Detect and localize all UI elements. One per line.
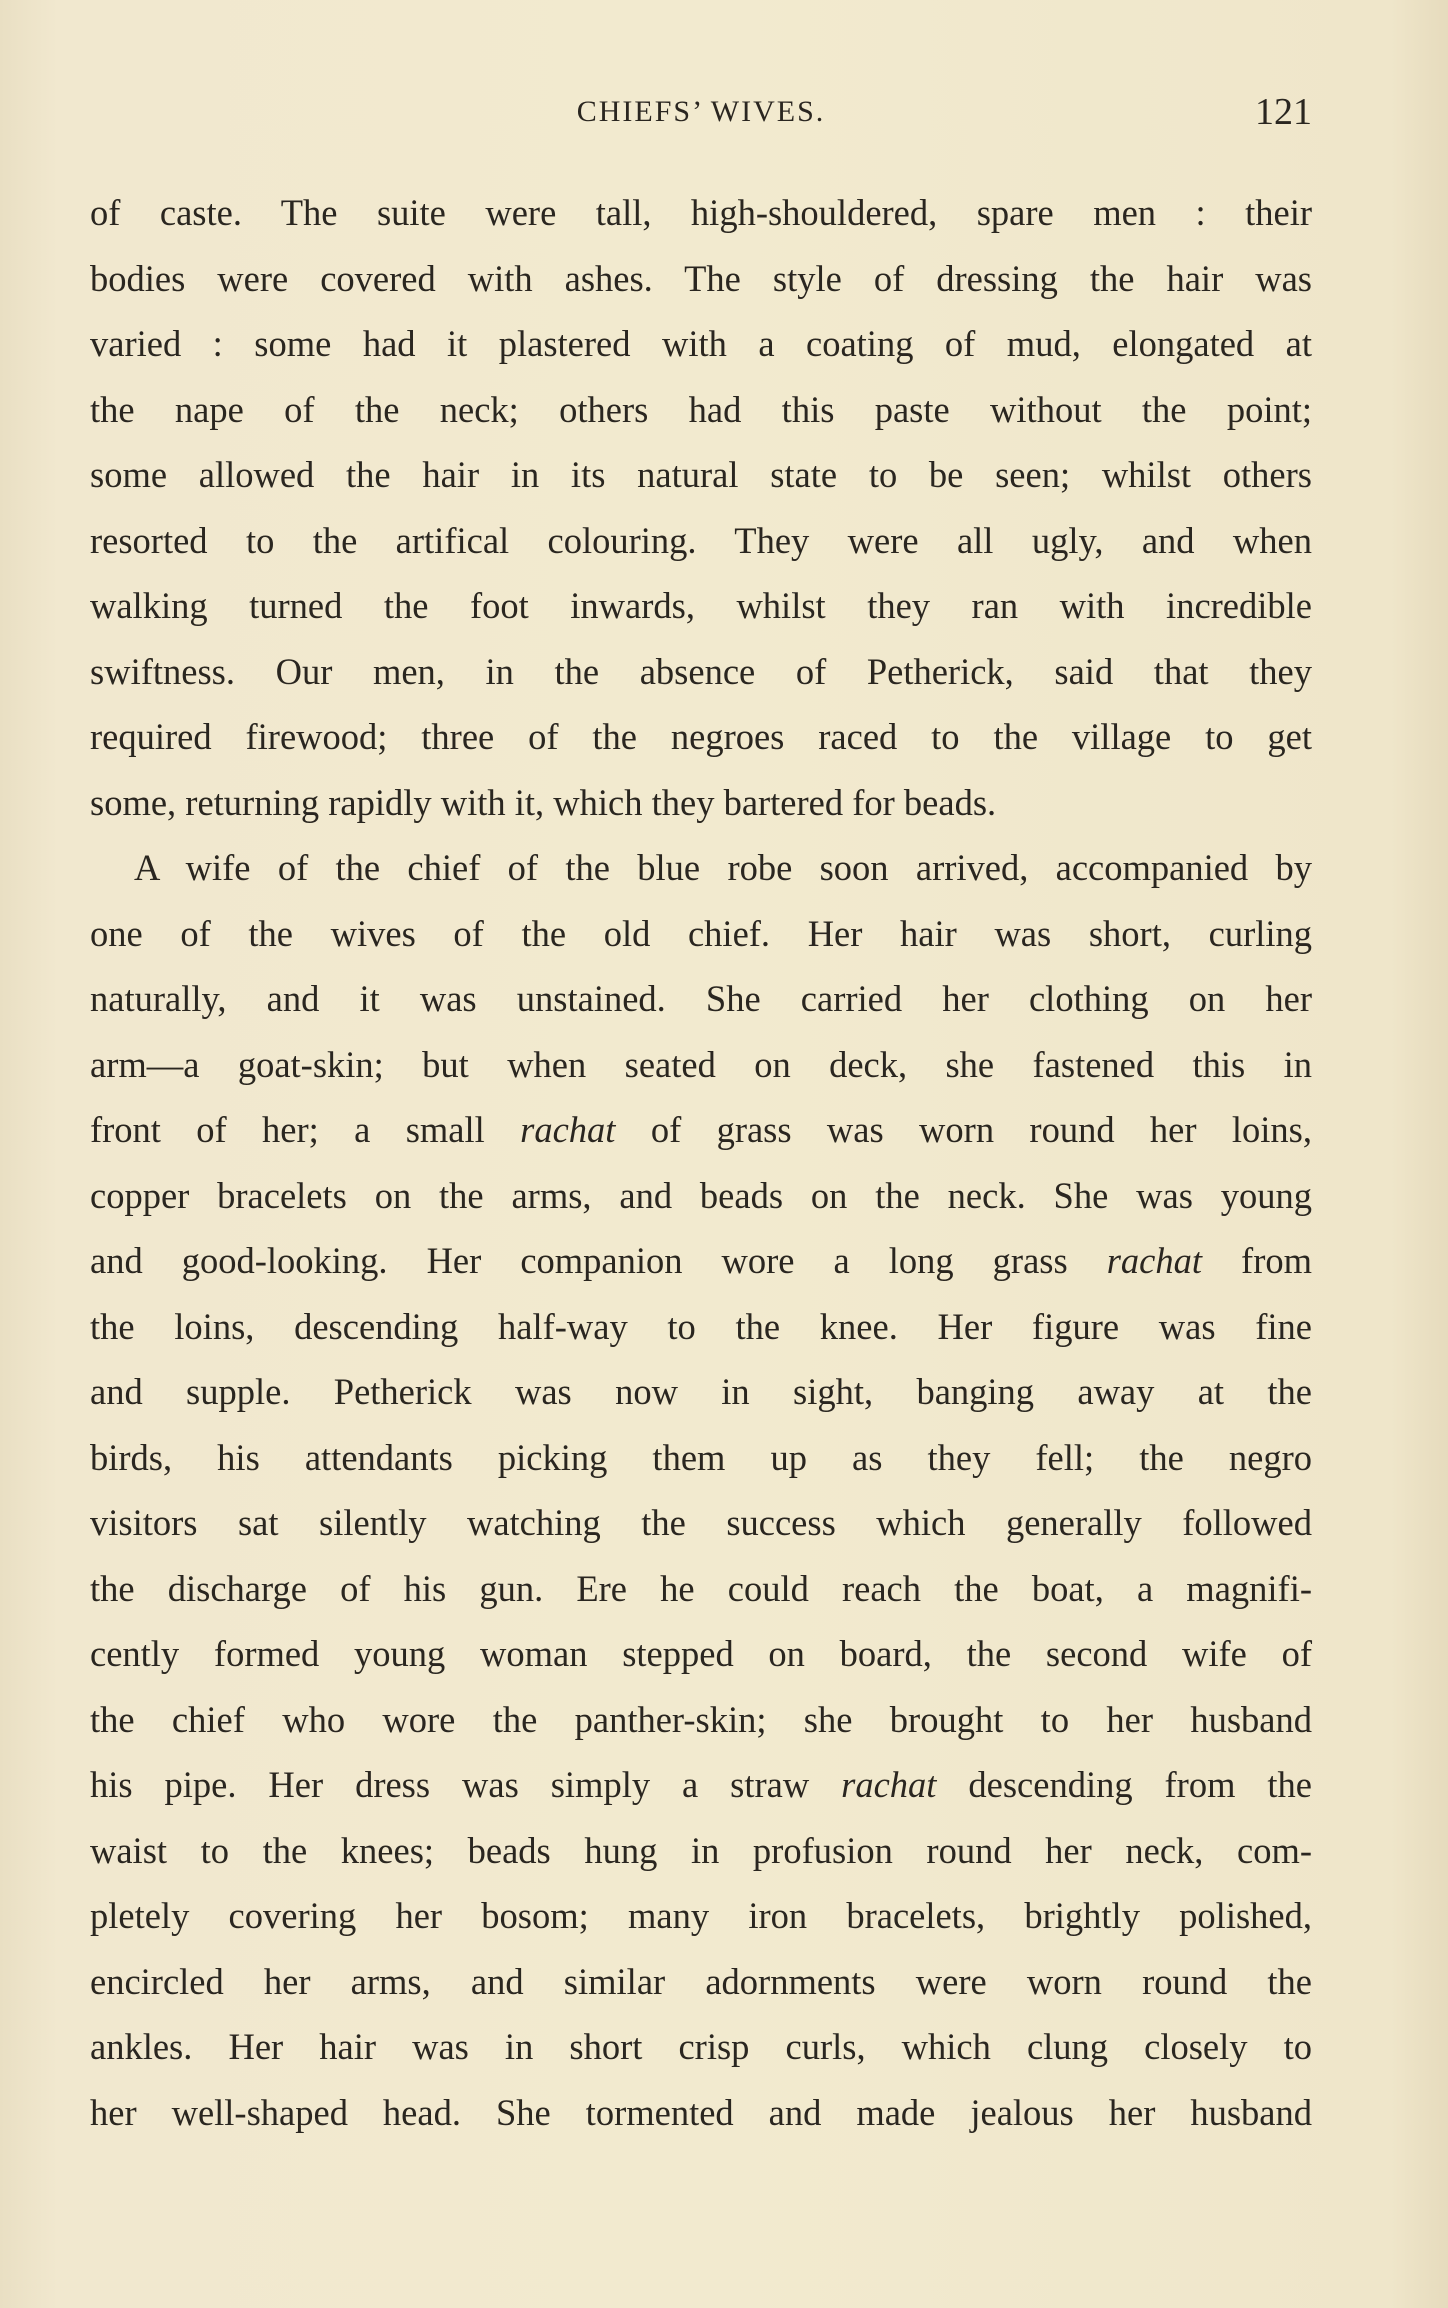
text-line: and supple. Petherick was now in sight, banging away at the — [90, 1371, 1312, 1412]
text-line: required firewood; three of the negroes raced to the village to get — [90, 716, 1312, 757]
text-line: swiftness. Our men, in the absence of Petherick, said that they — [90, 650, 1312, 692]
text-line: some allowed the hair in its natural state to be seen; whilst others — [90, 454, 1312, 495]
text-line: resorted to the artifical colouring. They were all ugly, and when — [90, 519, 1312, 561]
text-line: pletely covering her bosom; many iron bracelets, brightly polished, — [90, 1895, 1312, 1936]
text-line: some, returning rapidly with it, which they bartered for beads. — [90, 781, 997, 823]
text-line: waist to the knees; beads hung in profusion round her neck, com- — [90, 1829, 1312, 1871]
text-line: the discharge of his gun. Ere he could reach the boat, a magnifi- — [90, 1567, 1312, 1609]
text-line: A wife of the chief of the blue robe soon arrived, accompanied by — [134, 847, 1312, 888]
text-line: varied : some had it plastered with a coating of mud, elongated at — [90, 323, 1312, 364]
text-line-with-italic — [90, 1228, 1312, 1294]
text-line: encircled her arms, and similar adornments were worn round the — [90, 1960, 1312, 2002]
text-line: the loins, descending half-way to the knee. Her figure was fine — [90, 1305, 1312, 1347]
text-line: the nape of the neck; others had this paste without the point; — [90, 388, 1312, 430]
line-end: descending from the — [968, 1764, 1312, 1805]
line-start: and good-looking. Her companion wore a long grass — [90, 1240, 1068, 1281]
text-line: copper bracelets on the arms, and beads on the neck. She was young — [90, 1174, 1312, 1216]
paragraph-2 — [90, 835, 1312, 2145]
italic-term: rachat — [1106, 1240, 1203, 1281]
italic-term: rachat — [841, 1764, 937, 1805]
text-line: bodies were covered with ashes. The style of dressing the hair was — [90, 257, 1312, 299]
text-line: arm—a goat-skin; but when seated on deck, she fastened this in — [90, 1043, 1312, 1085]
line-end: of grass was worn round her loins, — [650, 1109, 1312, 1150]
paragraph-1 — [90, 180, 1312, 835]
text-line: the chief who wore the panther-skin; she brought to her husband — [90, 1698, 1312, 1740]
running-head — [90, 92, 1312, 132]
running-title: CHIEFS’ WIVES. — [576, 95, 826, 128]
text-line: visitors sat silently watching the success which generally followed — [90, 1502, 1312, 1543]
text-line: naturally, and it was unstained. She carried her clothing on her — [90, 978, 1312, 1019]
line-start: his pipe. Her dress was simply a straw — [90, 1764, 810, 1805]
text-line-with-italic — [90, 1097, 1312, 1163]
italic-term: rachat — [520, 1109, 616, 1150]
line-start: front of her; a small — [90, 1109, 485, 1150]
page-number: 121 — [1255, 91, 1312, 133]
line-end: from — [1241, 1240, 1312, 1281]
text-line: walking turned the foot inwards, whilst they ran with incredible — [90, 585, 1312, 626]
text-line: her well-shaped head. She tormented and made jealous her husband — [90, 2091, 1312, 2133]
text-line: ankles. Her hair was in short crisp curls, which clung closely to — [90, 2026, 1312, 2067]
text-line-with-italic — [90, 1752, 1312, 1818]
text-line: of caste. The suite were tall, high-shouldered, spare men : their — [90, 192, 1312, 233]
text-line: birds, his attendants picking them up as they fell; the negro — [90, 1436, 1312, 1478]
text-line: one of the wives of the old chief. Her hair was short, curling — [90, 912, 1312, 954]
text-line: cently formed young woman stepped on board, the second wife of — [90, 1633, 1312, 1674]
body-text — [90, 180, 1312, 2145]
